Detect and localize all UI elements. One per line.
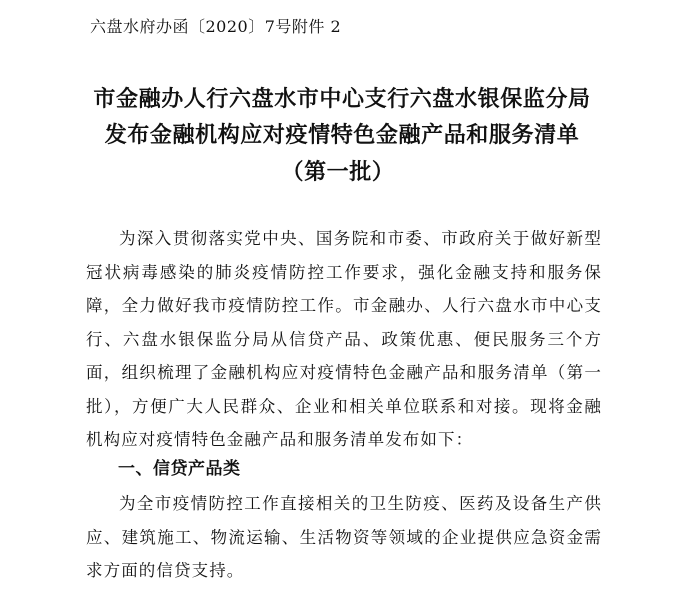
document-title-batch: （第一批）: [281, 160, 395, 185]
document-title-line-2: 发布金融机构应对疫情特色金融产品和服务清单: [104, 123, 580, 148]
section-heading-credit-products: 一、信贷产品类: [118, 459, 241, 479]
document-title-line-1: 市金融办人行六盘水市中心支行六盘水银保监分局: [93, 87, 591, 112]
intro-paragraph: 为深入贯彻落实党中央、国务院和市委、市政府关于做好新型冠状病毒感染的肺炎疫情防控工作要求，强化金融支持和服务保障，全力做好我市疫情防控工作。市金融办、人行六盘水市中心支行、六盘水银保监分局从信贷产品、政策优惠、便民服务三个方面，组织梳理了金融机构应对疫情特色金融产品和服务清单（第一批），方便广大人民群众、企业和相关单位联系和对接。现将金融机构应对疫情特色金融产品和服务清单发布如下：: [86, 229, 602, 449]
section-credit-products-paragraph: 为全市疫情防控工作直接相关的卫生防疫、医药及设备生产供应、建筑施工、物流运输、生活物资等领域的企业提供应急资金需求方面的信贷支持。: [86, 494, 602, 580]
attachment-reference: 六盘水府办函〔2020〕7号附件 2: [90, 17, 342, 36]
